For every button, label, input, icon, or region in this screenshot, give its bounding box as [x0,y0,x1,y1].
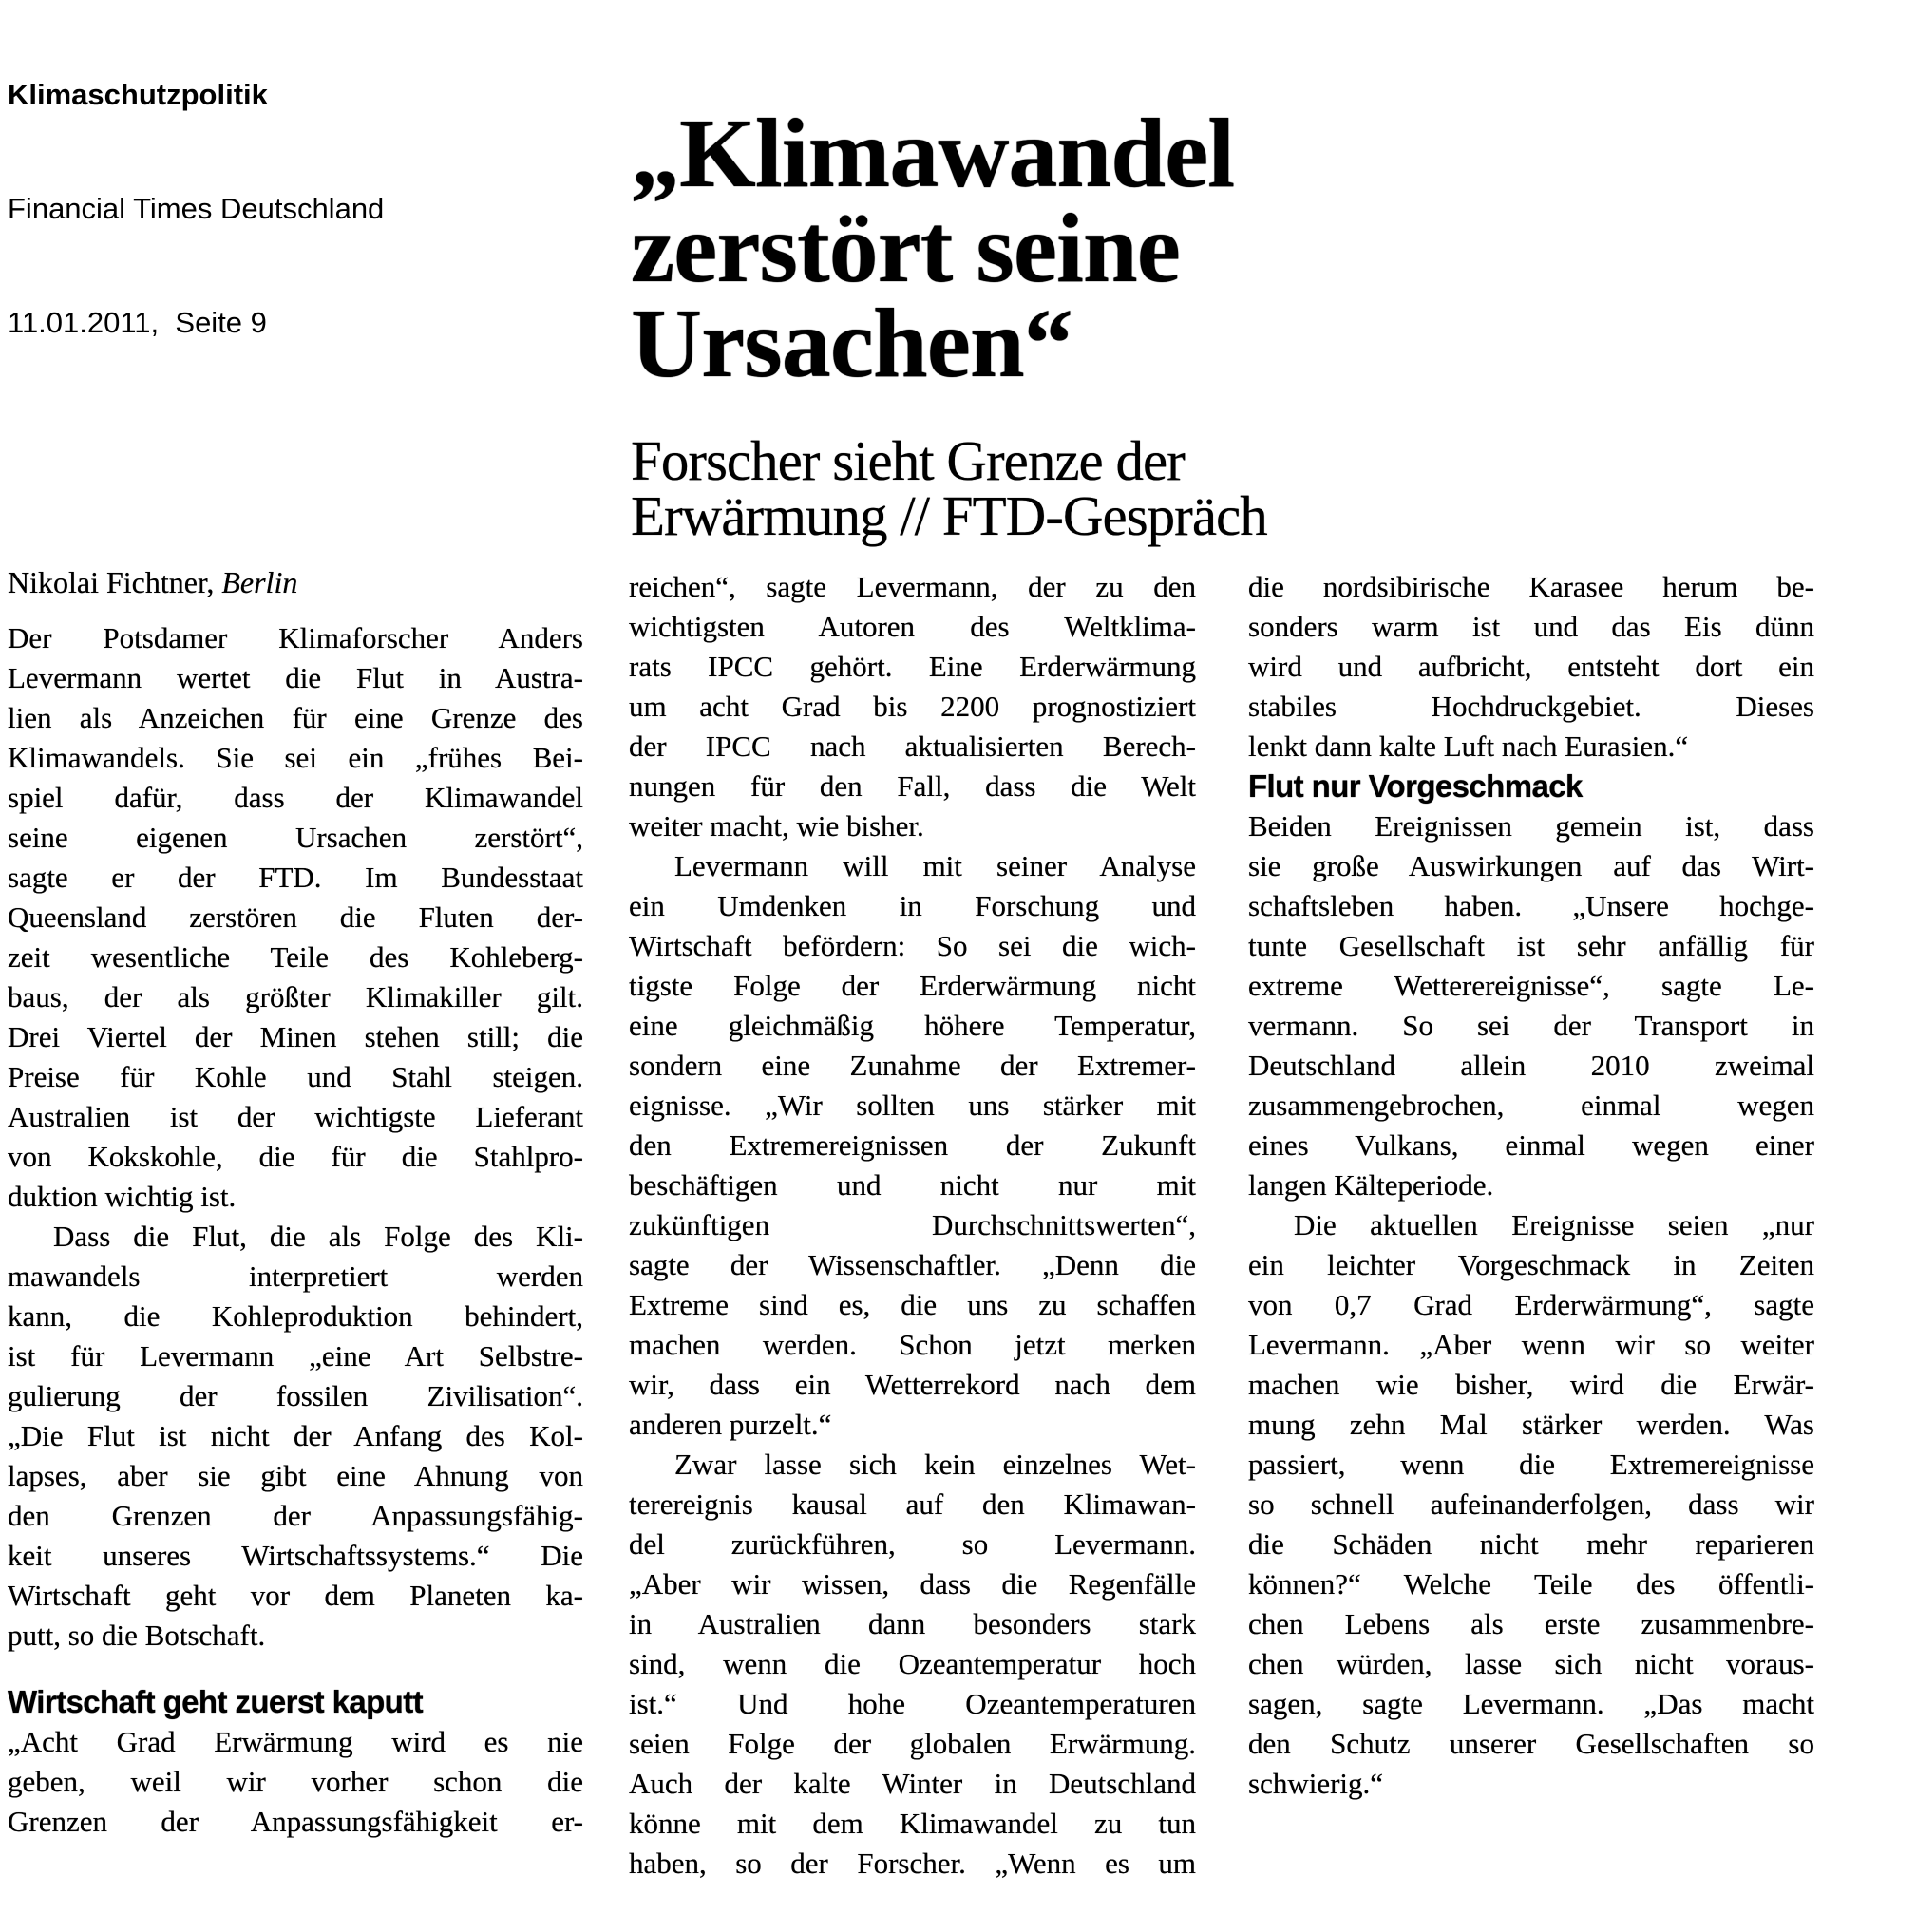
subheadline-line: Forscher sieht Grenze der [631,429,1185,492]
body-line: „Die Flut ist nicht der Anfang des Kol- [8,1419,583,1452]
body-line: zusammengebrochen, einmal wegen [1248,1089,1814,1122]
body-line: sagte der Wissenschaftler. „Denn die [629,1248,1196,1281]
body-line: den Extremereignissen der Zukunft [629,1128,1196,1162]
body-line: vermann. So sei der Transport in [1248,1009,1814,1042]
date-page: 11.01.2011, Seite 9 [8,306,267,339]
body-line: Levermann. „Aber wenn wir so weiter [1248,1328,1814,1361]
body-line: gulierung der fossilen Zivilisation“. [8,1379,583,1412]
article-subheadline [631,429,1267,547]
body-line: keit unseres Wirtschaftssystems.“ Die [8,1539,583,1572]
body-line: „Aber wir wissen, dass die Regenfälle [629,1567,1196,1601]
body-line: Levermann wertet die Flut in Austra- [8,661,583,694]
body-line: extreme Wetterereignisse“, sagte Le- [1248,969,1814,1002]
article-column-2 [629,567,1196,1884]
body-line: chen würden, lasse sich nicht voraus- [1248,1647,1814,1680]
body-line: terereignis kausal auf den Klimawan- [629,1487,1196,1521]
clipping-header [8,0,384,418]
body-line: wir, dass ein Wetterrekord nach dem [629,1368,1196,1401]
subheadline-line: Erwärmung // FTD-Gespräch [631,484,1267,547]
body-line: Deutschland allein 2010 zweimal [1248,1049,1814,1082]
body-line: schwierig.“ [1248,1767,1384,1800]
body-line: lien als Anzeichen für eine Grenze des [8,701,583,734]
body-line: del zurückführen, so Levermann. [629,1527,1196,1561]
byline [8,562,583,602]
body-line: Wirtschaft befördern: So sei die wich- [629,929,1196,962]
article-topic: Klimaschutzpolitik [8,78,268,111]
body-line: machen werden. Schon jetzt merken [629,1328,1196,1361]
article-column-1 [8,562,583,1842]
body-line: stabiles Hochdruckgebiet. Dieses [1248,690,1814,723]
body-line: den Schutz unserer Gesellschaften so [1248,1727,1814,1760]
body-line: geben, weil wir vorher schon die [8,1765,583,1798]
body-line: Beiden Ereignissen gemein ist, dass [1248,809,1814,843]
body-line: ist.“ Und hohe Ozeantemperaturen [629,1687,1196,1720]
body-line: kann, die Kohleproduktion behindert, [8,1299,583,1333]
body-line: Preise für Kohle und Stahl steigen. [8,1060,583,1093]
body-line: Grenzen der Anpassungsfähigkeit er- [8,1805,583,1838]
section-subhead: Wirtschaft geht zuerst kaputt [8,1684,424,1719]
body-line: um acht Grad bis 2200 prognostiziert [629,690,1196,723]
body-line: duktion wichtig ist. [8,1180,237,1213]
body-line: putt, so die Botschaft. [8,1619,266,1652]
body-line: passiert, wenn die Extremereignisse [1248,1448,1814,1481]
body-line: beschäftigen und nicht nur mit [629,1168,1196,1202]
headline-line: „Klimawandel [631,99,1235,208]
body-line: lenkt dann kalte Luft nach Eurasien.“ [1248,729,1689,763]
body-line: spiel dafür, dass der Klimawandel [8,781,583,814]
body-line: in Australien dann besonders stark [629,1607,1196,1640]
body-line: wird und aufbricht, entsteht dort ein [1248,650,1814,683]
body-line: lapses, aber sie gibt eine Ahnung von [8,1459,583,1492]
body-line: tunte Gesellschaft ist sehr anfällig für [1248,929,1814,962]
body-line: ein leichter Vorgeschmack in Zeiten [1248,1248,1814,1281]
body-line: sonders warm ist und das Eis dünn [1248,610,1814,643]
body-line: den Grenzen der Anpassungsfähig- [8,1499,583,1532]
body-line: so schnell aufeinanderfolgen, dass wir [1248,1487,1814,1521]
body-line: baus, der als größter Klimakiller gilt. [8,980,583,1013]
body-line: Klimawandels. Sie sei ein „frühes Bei- [8,741,583,774]
byline-location: Berlin [214,565,298,599]
body-line: Queensland zerstören die Fluten der- [8,900,583,934]
body-line: sind, wenn die Ozeantemperatur hoch [629,1647,1196,1680]
body-line: ist für Levermann „eine Art Selbstre- [8,1339,583,1373]
body-line: mung zehn Mal stärker werden. Was [1248,1408,1814,1441]
body-line: schaftsleben haben. „Unsere hochge- [1248,889,1814,922]
body-line: der IPCC nach aktualisierten Berech- [629,729,1196,763]
body-line: von 0,7 Grad Erderwärmung“, sagte [1248,1288,1814,1321]
body-line: wichtigsten Autoren des Weltklima- [629,610,1196,643]
headline-line: Ursachen“ [631,289,1072,398]
body-line: machen wie bisher, wird die Erwär- [1248,1368,1814,1401]
body-line: Drei Viertel der Minen stehen still; die [8,1020,583,1053]
body-line: Australien ist der wichtigste Lieferant [8,1100,583,1133]
body-line: seien Folge der globalen Erwärmung. [629,1727,1196,1760]
body-line: seine eigenen Ursachen zerstört“, [8,821,583,854]
body-line: Wirtschaft geht vor dem Planeten ka- [8,1579,583,1612]
body-line: Der Potsdamer Klimaforscher Anders [8,621,583,654]
body-line: weiter macht, wie bisher. [629,809,924,843]
body-line: zeit wesentliche Teile des Kohleberg- [8,940,583,974]
body-line: sie große Auswirkungen auf das Wirt- [1248,849,1814,882]
body-line: könne mit dem Klimawandel zu tun [629,1807,1196,1840]
body-line: chen Lebens als erste zusammenbre- [1248,1607,1814,1640]
headline-line: zerstört seine [631,194,1180,303]
body-line: Levermann will mit seiner Analyse [674,849,1196,882]
body-line: haben, so der Forscher. „Wenn es um [629,1847,1196,1880]
article-headline [631,99,1235,398]
body-line: mawandels interpretiert werden [8,1260,583,1293]
body-line: rats IPCC gehört. Eine Erderwärmung [629,650,1196,683]
byline-author: Nikolai Fichtner, [8,565,215,599]
body-line: sondern eine Zunahme der Extremer- [629,1049,1196,1082]
body-line: die nordsibirische Karasee herum be- [1248,570,1814,603]
body-line: können?“ Welche Teile des öffentli- [1248,1567,1814,1601]
body-line: nungen für den Fall, dass die Welt [629,769,1196,803]
body-line: Auch der kalte Winter in Deutschland [629,1767,1196,1800]
body-line: ein Umdenken in Forschung und [629,889,1196,922]
body-line: eine gleichmäßig höhere Temperatur, [629,1009,1196,1042]
body-line: „Acht Grad Erwärmung wird es nie [8,1725,583,1758]
body-line: reichen“, sagte Levermann, der zu den [629,570,1196,603]
body-line: langen Kälteperiode. [1248,1168,1494,1202]
body-line: die Schäden nicht mehr reparieren [1248,1527,1814,1561]
body-line: eignisse. „Wir sollten uns stärker mit [629,1089,1196,1122]
article-column-3 [1248,567,1814,1804]
body-line: Extreme sind es, die uns zu schaffen [629,1288,1196,1321]
body-line: sagte er der FTD. Im Bundesstaat [8,861,583,894]
body-line: Zwar lasse sich kein einzelnes Wet- [674,1448,1196,1481]
body-line: sagen, sagte Levermann. „Das macht [1248,1687,1814,1720]
body-line: zukünftigen Durchschnittswerten“, [629,1208,1196,1241]
body-line: eines Vulkans, einmal wegen einer [1248,1128,1814,1162]
source-name: Financial Times Deutschland [8,192,385,225]
section-subhead: Flut nur Vorgeschmack [1248,768,1583,804]
body-line: Dass die Flut, die als Folge des Kli- [53,1220,583,1253]
body-line: tigste Folge der Erderwärmung nicht [629,969,1196,1002]
body-line: von Kokskohle, die für die Stahlpro- [8,1140,583,1173]
body-line: Die aktuellen Ereignisse seien „nur [1294,1208,1814,1241]
body-line: anderen purzelt.“ [629,1408,832,1441]
